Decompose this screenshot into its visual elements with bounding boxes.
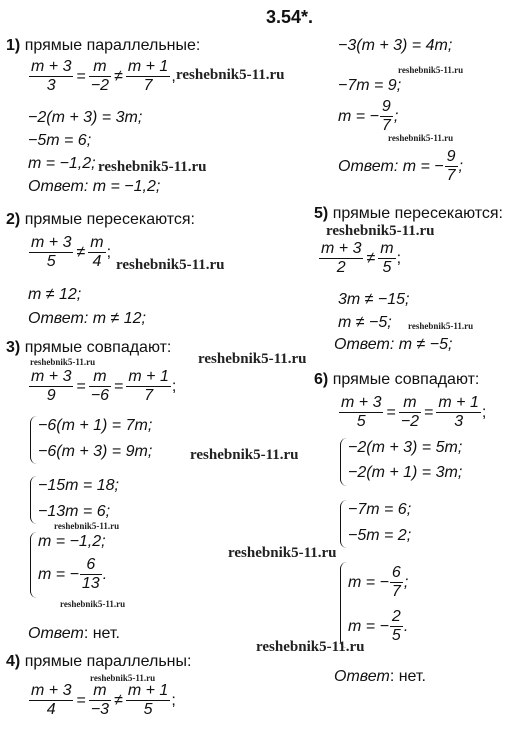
part-4-line: −7m = 9; [338, 77, 402, 94]
part-1-equation: $\frac{m + 3}{3}$ = $\frac{m}{-2}$ ≠ $\frac{m + 1}{7}$ , [31, 58, 176, 95]
problem-number: 3.54*. [266, 7, 314, 27]
watermark: reshebnik5-11.ru [408, 321, 474, 331]
watermark: reshebnik5-11.ru [228, 545, 337, 561]
part-1-answer: Ответ: m = −1,2; [28, 178, 161, 195]
part-3-system-line: −13m = 6; [38, 503, 111, 520]
part-6-answer: Ответ: нет. [334, 668, 426, 685]
part-4-equation: $\frac{m + 3}{4}$ = $\frac{m}{-3}$ ≠ $\frac{m + 1}{5}$ ; [31, 682, 176, 719]
part-5-heading: 5) прямые пересекаются: [314, 205, 503, 222]
system-brace [30, 476, 37, 524]
part-6-system-line: m = − $\frac{2}{5}$ . [348, 608, 409, 645]
part-4-heading: 4) прямые параллельны: [6, 653, 192, 670]
part-1-heading: 1) прямые параллельные: [6, 37, 201, 54]
part-1-line: −2(m + 3) = 3m; [28, 109, 143, 126]
watermark: reshebnik5-11.ru [54, 521, 120, 531]
part-6-system-line: −2(m + 1) = 3m; [348, 464, 463, 481]
watermark: reshebnik5-11.ru [90, 673, 156, 683]
part-6-heading: 6) прямые совпадают: [314, 371, 480, 388]
part-3-equation: $\frac{m + 3}{9}$ = $\frac{m}{-6}$ = $\frac{m + 1}{7}$ ; [31, 368, 177, 405]
watermark: reshebnik5-11.ru [398, 65, 464, 75]
part-4-line: −3(m + 3) = 4m; [338, 37, 453, 54]
part-2-equation: $\frac{m + 3}{5}$ ≠ $\frac{m}{4}$ ; [31, 234, 112, 271]
part-6-system-line: −2(m + 3) = 5m; [348, 439, 463, 456]
part-6-system-line: m = − $\frac{6}{7}$ ; [348, 564, 409, 601]
watermark: reshebnik5-11.ru [30, 357, 96, 367]
watermark: reshebnik5-11.ru [388, 133, 454, 143]
watermark: reshebnik5-11.ru [60, 599, 126, 609]
watermark: reshebnik5-11.ru [256, 639, 365, 655]
part-6-system-line: −7m = 6; [348, 501, 412, 518]
part-4-line: m = − $\frac{9}{7}$ ; [338, 98, 399, 135]
part-1-line: −5m = 6; [28, 132, 92, 149]
part-4-answer: Ответ : m = − $\frac{9}{7}$ ; [338, 148, 463, 185]
part-1-line: m = −1,2; [28, 155, 96, 172]
watermark: reshebnik5-11.ru [326, 223, 435, 239]
part-3-system-line: −6(m + 3) = 9m; [38, 443, 153, 460]
part-3-heading: 3) прямые совпадают: [6, 339, 172, 356]
part-3-system-line: m = −1,2; [38, 533, 106, 550]
system-brace [340, 562, 347, 648]
part-3-answer: Ответ: нет. [28, 625, 120, 642]
part-2-heading: 2) прямые пересекаются: [6, 211, 195, 228]
part-2-line: m ≠ 12; [28, 286, 82, 303]
part-6-equation: $\frac{m + 3}{5}$ = $\frac{m}{-2}$ = $\frac{m + 1}{3}$ ; [341, 394, 487, 431]
watermark: reshebnik5-11.ru [98, 159, 207, 175]
part-5-line: 3m ≠ −15; [338, 291, 410, 308]
watermark: reshebnik5-11.ru [116, 257, 225, 273]
part-3-system-line: m = − $\frac{6}{13}$ . [38, 556, 108, 593]
part-5-equation: $\frac{m + 3}{2}$ ≠ $\frac{m}{5}$ ; [321, 240, 402, 277]
part-6-system-line: −5m = 2; [348, 527, 412, 544]
part-3-system-line: −15m = 18; [38, 477, 119, 494]
part-5-line: m ≠ −5; [338, 314, 392, 331]
watermark: reshebnik5-11.ru [198, 351, 307, 367]
watermark: reshebnik5-11.ru [190, 447, 299, 463]
watermark: reshebnik5-11.ru [176, 67, 285, 83]
part-5-answer: Ответ: m ≠ −5; [334, 336, 453, 353]
part-3-system-line: −6(m + 1) = 7m; [38, 417, 153, 434]
system-brace [340, 438, 347, 486]
system-brace [340, 500, 347, 548]
system-brace [30, 532, 37, 598]
part-2-answer: Ответ: m ≠ 12; [28, 310, 146, 327]
system-brace [30, 416, 37, 464]
